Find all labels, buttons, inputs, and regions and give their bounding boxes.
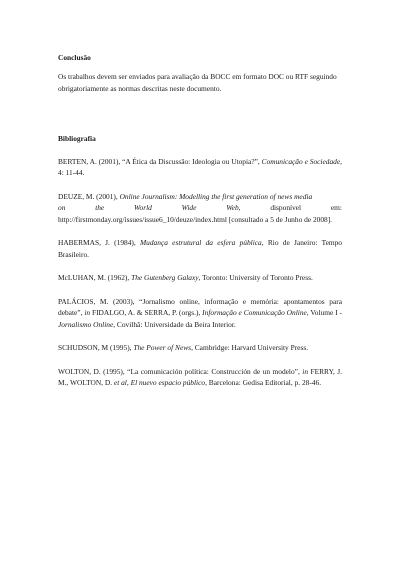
ref-italic: et al	[113, 378, 127, 388]
ref-title: Mudança estrutural da esfera pública	[140, 238, 262, 248]
reference-habermas	[58, 237, 342, 260]
ref-title: Jornalismo Online	[58, 319, 114, 329]
reference-schudson	[58, 342, 342, 353]
reference-deuze	[58, 191, 342, 225]
ref-url-text: http://firstmonday.org/issues/issue6_10/deuze/index.html [consultado a 5 de Junho de 2008].	[58, 214, 333, 224]
ref-italic: in	[84, 308, 91, 318]
ref-word	[226, 202, 240, 213]
conclusion-heading: Conclusão	[58, 53, 91, 62]
ref-word: the	[95, 203, 105, 213]
ref-text: HABERMAS, J. (1984),	[58, 238, 140, 248]
ref-title: Informação e Comunicação Online	[202, 308, 307, 318]
ref-title: El nuevo espacio público	[130, 378, 206, 388]
ref-text: BERTEN, A. (2001), “A Ética da Discussão: Ideologia ou Utopia?”,	[58, 157, 262, 166]
ref-spread-line	[58, 202, 342, 213]
ref-text: , Cambridge: Harvard University Press.	[191, 343, 309, 353]
conclusion-paragraph: Os trabalhos devem ser enviados para avaliação da BOCC em formato DOC ou RTF seguindo obrigatoriamente as normas descritas neste documento.	[58, 72, 337, 93]
ref-text: WOLTON, D. (1995), “La comunicación política: Construcción de un modelo”,	[58, 367, 303, 376]
ref-text: SCHUDSON, M (1995),	[58, 343, 134, 353]
ref-text: DEUZE, M. (2001),	[58, 192, 120, 201]
ref-word: World	[134, 203, 152, 213]
page-content	[58, 52, 342, 401]
reference-wolton	[58, 366, 342, 389]
ref-word-italic: Web,	[226, 203, 241, 213]
ref-title: The Power of News	[133, 343, 192, 353]
ref-italic: in	[302, 367, 309, 376]
bibliography-heading: Bibliografia	[58, 133, 96, 143]
ref-word: Wide	[181, 203, 197, 213]
reference-palacios	[58, 296, 342, 330]
reference-mcluhan	[58, 272, 342, 283]
ref-text: ,	[126, 378, 131, 388]
ref-text: , Covilhã: Universidade da Beira Interior.	[113, 319, 236, 329]
ref-text: , Barcelona: Gedisa Editorial, p. 28-46.	[205, 378, 322, 388]
ref-text: FERRY, J. M., WOLTON, D.	[58, 367, 342, 388]
ref-title: Comunicação e Sociedade	[261, 157, 341, 166]
reference-berten	[58, 156, 342, 179]
ref-word: disponível	[270, 203, 302, 213]
ref-text: , 4: 11-44.	[58, 157, 342, 178]
ref-word: em:	[330, 203, 342, 213]
ref-text: PALÁCIOS, M. (2003), “Jornalismo online, informação e memória: apontamentos para debate”,	[58, 297, 342, 318]
ref-word: on	[58, 203, 66, 213]
ref-text: , Toronto: University of Toronto Press.	[198, 273, 313, 283]
ref-text: FIDALGO, A. & SERRA, P. (orgs.),	[90, 308, 203, 318]
ref-text: , Volume I -	[306, 308, 342, 318]
ref-text: McLUHAN, M. (1962),	[58, 273, 132, 283]
ref-title: Online Journalism: Modelling the first generation of news media	[119, 192, 313, 201]
ref-text: , Rio de Janeiro: Tempo Brasileiro.	[58, 238, 342, 259]
ref-title: The Gutenberg Galaxy	[131, 273, 199, 283]
